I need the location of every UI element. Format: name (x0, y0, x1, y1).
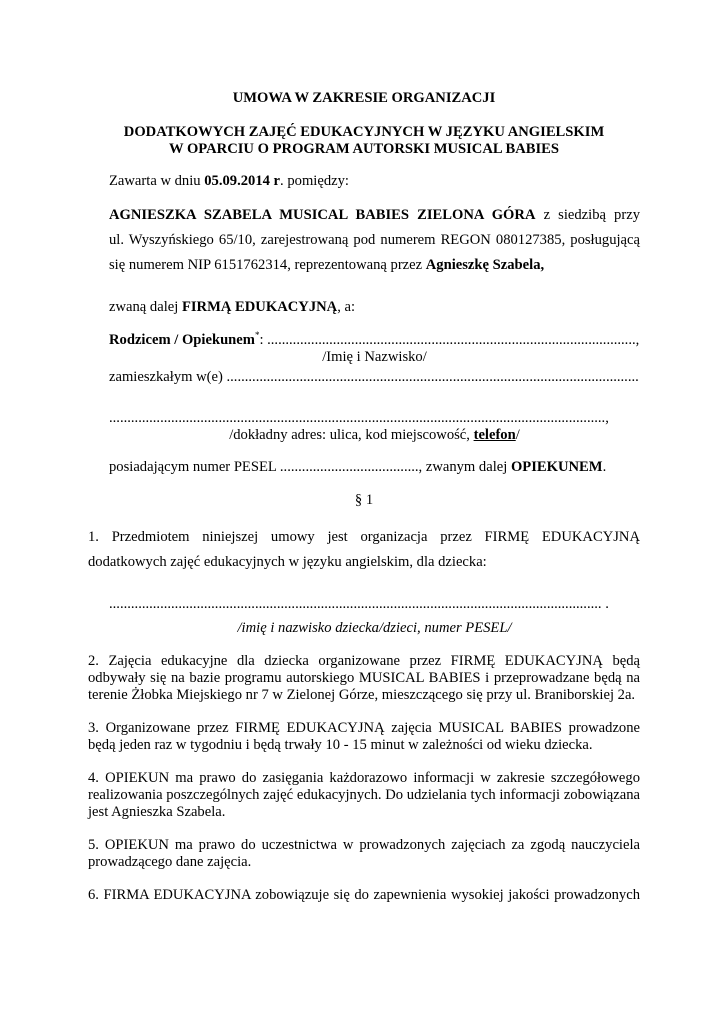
p6-line-1: 6. FIRMA EDUKACYJNA zobowiązuje się do zapewnienia wysokiej jakości prowadzonych (88, 887, 640, 903)
p4-line-1: 4. OPIEKUN ma prawo do zasięgania każdorazowo informacji w zakresie szczegółowego (88, 770, 640, 786)
title-line-1: UMOWA W ZAKRESIE ORGANIZACJI (232, 90, 496, 106)
intro-suffix: . pomiędzy: (280, 173, 349, 189)
intro-prefix: Zawarta w dniu (109, 173, 205, 189)
called-suffix: , a: (337, 299, 356, 315)
called-line (109, 299, 640, 316)
firm-line-3 (109, 257, 640, 274)
section-heading: § 1 (354, 492, 374, 508)
address-field: ........................................................................................................................................, (109, 410, 609, 426)
p2-line-1: 2. Zajęcia edukacyjne dla dziecka organizowane przez FIRMĘ EDUKACYJNĄ będą (88, 653, 640, 669)
parent-name-field: : ....................................................................................................., (259, 332, 640, 348)
intro-line (109, 173, 640, 190)
title-line-3: W OPARCIU O PROGRAM AUTORSKI MUSICAL BABIES (168, 141, 560, 157)
parent-asterisk: * (254, 330, 260, 341)
address-caption-prefix: /dokładny adres: ulica, kod miejscowość, (229, 427, 474, 443)
firm-line-1 (109, 207, 640, 224)
p5-line-2: prowadzącego dane zajęcia. (88, 854, 252, 870)
p4-line-2: realizowania poszczególnych zajęć edukacyjnych. Do udzielania tych informacji zobowiązana (88, 787, 640, 803)
contract-date-r: r (269, 173, 281, 189)
pesel-end: . (602, 459, 607, 475)
p2-line-3: terenie Żłobka Miejskiego nr 7 w Zielonej Górze, mieszczącego się przy ul. Braniborskiej 2a. (88, 687, 636, 703)
called-prefix: zwaną dalej (109, 299, 182, 315)
p3-line-2: będą jeden raz w tygodniu i będą trwały 10 - 15 minut w zależności od wieku dziecka. (88, 737, 593, 753)
p5-line-1: 5. OPIEKUN ma prawo do uczestnictwa w prowadzonych zajęciach za zgodą nauczyciela (88, 837, 640, 853)
p1-line-1: 1. Przedmiotem niniejszej umowy jest organizacja przez FIRMĘ EDUKACYJNĄ (88, 529, 640, 545)
residence-line: zamieszkałym w(e) ................................................................................................................. (109, 369, 639, 385)
p3-line-1: 3. Organizowane przez FIRMĘ EDUKACYJNĄ zajęcia MUSICAL BABIES prowadzone (88, 720, 640, 736)
p1-line-2: dodatkowych zajęć edukacyjnych w języku angielskim, dla dziecka: (88, 554, 487, 570)
p4-line-3: jest Agnieszka Szabela. (88, 804, 226, 820)
parent-name-caption: /Imię i Nazwisko/ (322, 349, 427, 365)
called-name: FIRMĄ EDUKACYJNĄ (181, 299, 338, 315)
firm-line-2: ul. Wyszyńskiego 65/10, zarejestrowaną pod numerem REGON 080127385, posługującą (109, 232, 640, 248)
address-caption-suffix: / (515, 427, 520, 443)
pesel-line (109, 459, 640, 476)
parent-line (109, 332, 640, 349)
title-line-2: DODATKOWYCH ZAJĘĆ EDUKACYJNYCH W JĘZYKU ANGIELSKIM (123, 124, 605, 140)
firm-name: AGNIESZKA SZABELA MUSICAL BABIES ZIELONA GÓRA (109, 207, 536, 223)
child-field: ....................................................................................................................................... . (109, 596, 609, 612)
firm-line-3-text: się numerem NIP 6151762314, reprezentowaną przez (109, 257, 426, 273)
pesel-text: posiadającym numer PESEL ......................................, zwanym dalej (109, 459, 511, 475)
p2-line-2: odbywały się na bazie programu autorskiego MUSICAL BABIES i przeprowadzane będą na (88, 670, 640, 686)
child-caption: /imię i nazwisko dziecka/dzieci, numer PESEL/ (237, 620, 512, 636)
pesel-party-name: OPIEKUNEM (510, 459, 603, 475)
firm-representative: Agnieszkę Szabela, (425, 257, 545, 273)
contract-date: 05.09.2014 (204, 173, 270, 189)
parent-label: Rodzicem / Opiekunem (109, 332, 255, 348)
address-caption-phone: telefon (473, 427, 516, 443)
firm-line-1-rest: z siedzibą przy (535, 207, 640, 223)
address-caption (109, 427, 640, 444)
